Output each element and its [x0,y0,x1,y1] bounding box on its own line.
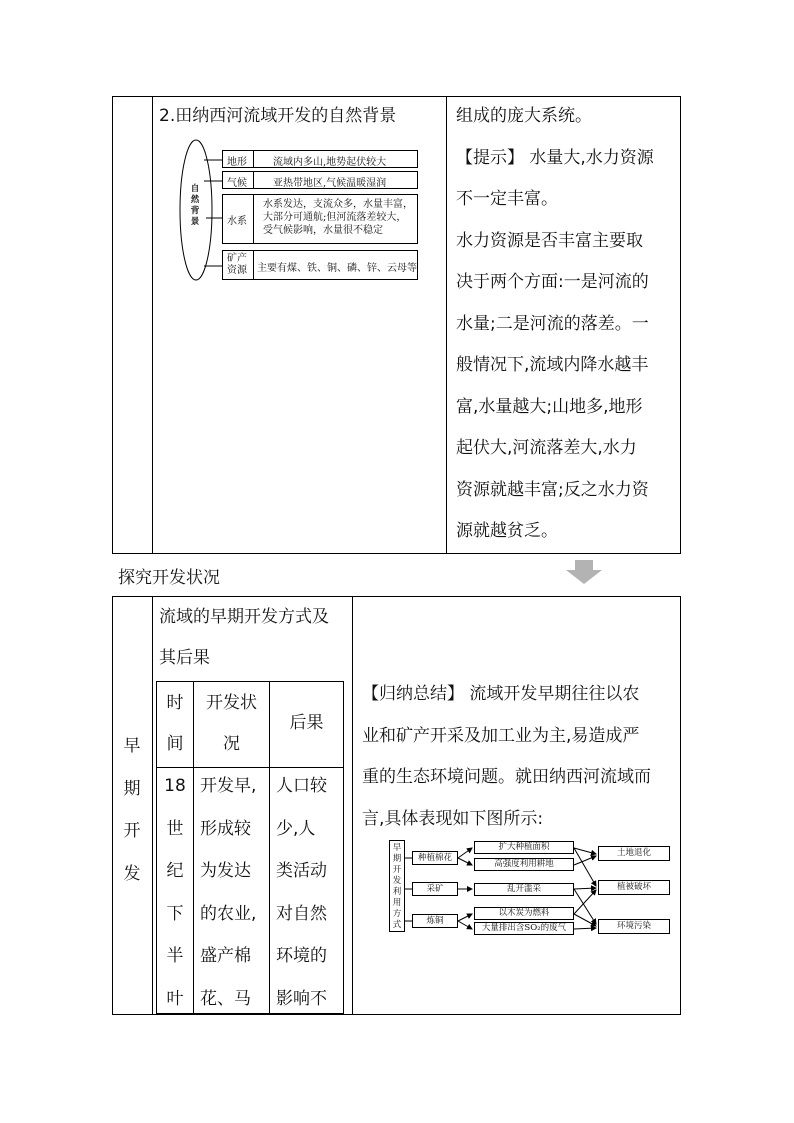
result-land-degradation: 土地退化 [598,846,670,861]
action-reckless-mining: 乱开滥采 [474,883,574,896]
action-charcoal-fuel: 以木炭为燃料 [474,907,574,920]
section-heading: 探究开发状况 [118,568,220,588]
action-expand-planting: 扩大种植面积 [474,841,574,854]
result-pollution: 环境污染 [598,919,670,934]
result-vegetation-damage: 植被破坏 [598,880,670,895]
diagram-row-water: 水系 水系发达，支流众多，水量丰富， 大部分可通航;但河流落差较大， 受气候影响，水量很不稳定 [222,194,418,244]
header-consequence: 后果 [289,713,324,733]
consequence-column: 人口较 少,人 类活动 对自然 环境的 影响不 [276,776,327,1009]
source-mining: 采矿 [412,882,458,896]
diagram-row-climate: 气候 亚热带地区,气候温暖湿润 [222,171,418,189]
diagram-row-terrain: 地形 流域内多山,地势起伏较大 [222,150,418,168]
source-smelting: 炼铜 [412,914,458,928]
source-cotton: 种植棉花 [412,851,458,865]
diagram-row-minerals: 矿产 资源 主要有煤、铁、铜、磷、锌、云母等 [222,250,418,280]
early-development-label: 早 期 开 发 [123,736,141,884]
status-column: 开发早, 形成较 为发达 的农业, 盛产棉 花、马 [200,776,257,1009]
action-so2-emission: 大量排出含SO₂的废气 [474,922,574,935]
down-arrow-icon [566,560,602,584]
flow-left-label: 早 期 开 发 利 用 方 式 [389,840,405,932]
time-column: 18 世 纪 下 半 叶 [164,776,186,1009]
header-time: 时 间 [166,693,184,754]
header-status: 开发状 况 [206,693,257,754]
top-left-heading: 2.田纳西河流域开发的自然背景 [159,106,397,126]
diagram-center-label: 自 然 背 景 [190,184,200,227]
action-intensive-farmland: 高强度利用耕地 [474,858,574,871]
